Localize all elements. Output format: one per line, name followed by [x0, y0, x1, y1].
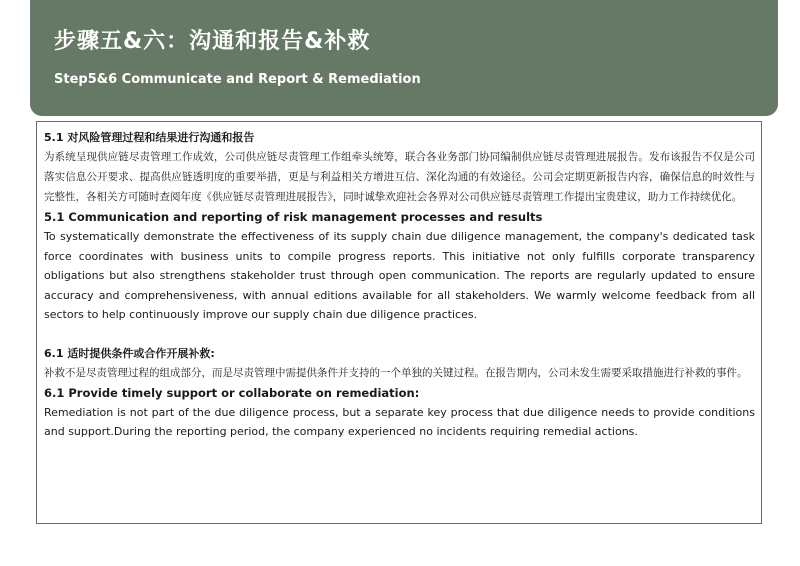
- section-body-cn: 补救不是尽责管理过程的组成部分，而是尽责管理中需提供条件并支持的一个单独的关键过程。在报告期内，公司未发生需要采取措施进行补救的事件。: [44, 366, 748, 379]
- page-subtitle: Step5&6 Communicate and Report & Remediation: [54, 72, 421, 87]
- section-6-1: [44, 344, 755, 442]
- section-body-cn: 为系统呈现供应链尽责管理工作成效，公司供应链尽责管理工作组牵头统筹，联合各业务部门协同编制供应链尽责管理进展报告。发布该报告不仅是公司落实信息公开要求、提高供应链透明度的重要举措，更是与利益相关方增进互信、深化沟通的有效途径。公司会定期更新报告内容，确保信息的时效性与完整性，各相关方可随时查阅年度《供应链尽责管理进展报告》，同时诚挚欢迎社会各界对公司供应链尽责管理工作提出宝贵建议，助力工作持续优化。: [44, 151, 755, 203]
- section-body-en: To systematically demonstrate the effectiveness of its supply chain due diligence management, the company's dedicated task force coordinates with business units to compile progress reports. This initiative not only fulfills corporate transparency obligations but also strengthens stakeholder trust through open communication. The reports are regularly updated to ensure accuracy and comprehensiveness, with annual editions available for all stakeholders. We warmly welcome feedback from all sectors to help continuously improve our supply chain due diligence practices.: [44, 230, 755, 321]
- section-spacer: [44, 325, 755, 344]
- page-title: 步骤五&六：沟通和报告&补救: [54, 29, 371, 54]
- header-banner: [30, 0, 778, 116]
- section-heading-en: 6.1 Provide timely support or collaborate on remediation:: [44, 385, 420, 400]
- section-heading-cn: 6.1 适时提供条件或合作开展补救:: [44, 346, 215, 360]
- section-body-en: Remediation is not part of the due diligence process, but a separate key process that due diligence needs to provide conditions and support.During the reporting period, the company experienced no incidents requiring remedial actions.: [44, 405, 755, 438]
- section-heading-cn: 5.1 对风险管理过程和结果进行沟通和报告: [44, 131, 255, 144]
- section-heading-en: 5.1 Communication and reporting of risk management processes and results: [44, 210, 543, 224]
- section-5-1: [44, 128, 755, 325]
- content-box: [36, 121, 762, 524]
